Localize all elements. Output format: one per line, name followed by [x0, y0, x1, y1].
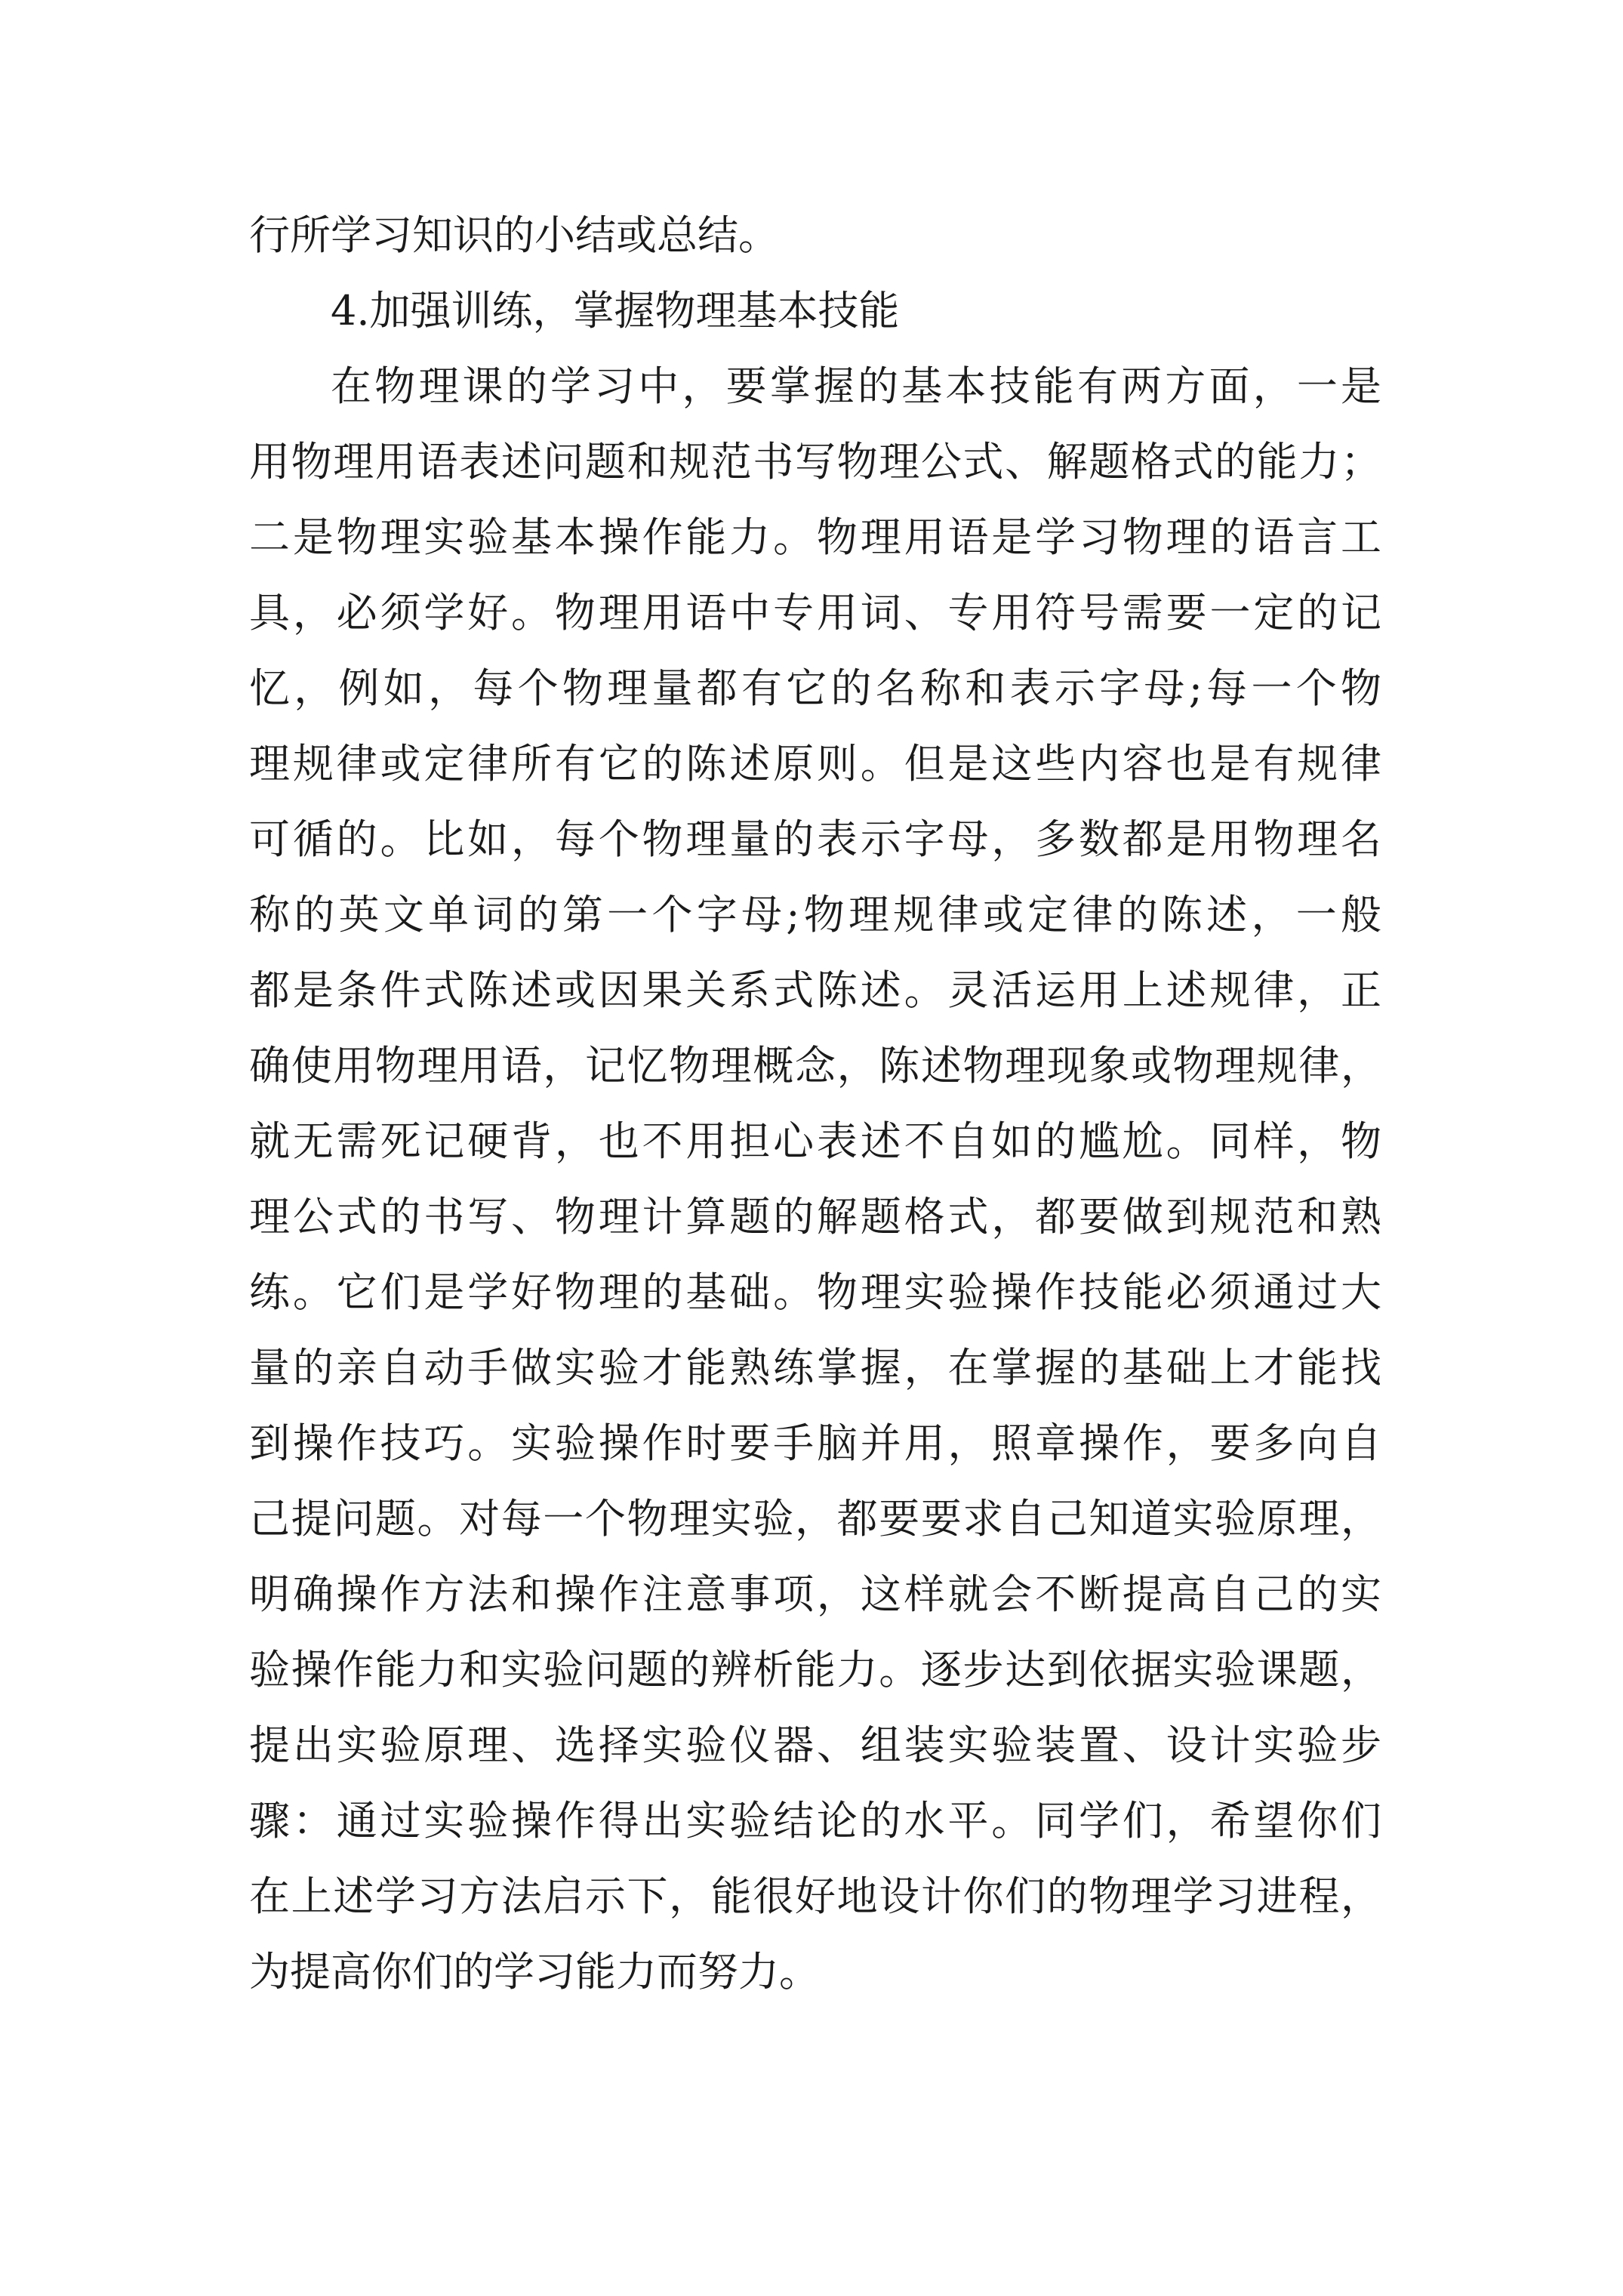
paragraph-line: 为提高你们的学习能力而努力。	[249, 1948, 820, 1996]
paragraph-line: 理公式的书写、物理计算题的解题格式，都要做到规范和熟	[249, 1193, 1381, 1240]
paragraph-line: 在上述学习方法启示下，能很好地设计你们的物理学习进程，	[249, 1872, 1381, 1920]
paragraph-line: 具，必须学好。物理用语中专用词、专用符号需要一定的记	[249, 589, 1381, 636]
paragraph-line: 量的亲自动手做实验才能熟练掌握，在掌握的基础上才能找	[249, 1344, 1381, 1391]
paragraph-line: 骤：通过实验操作得出实验结论的水平。同学们，希望你们	[249, 1797, 1381, 1845]
paragraph-line: 理规律或定律所有它的陈述原则。但是这些内容也是有规律	[249, 740, 1381, 787]
paragraph-line: 忆，例如，每个物理量都有它的名称和表示字母;每一个物	[249, 664, 1381, 712]
paragraph-line: 都是条件式陈述或因果关系式陈述。灵活运用上述规律，正	[249, 966, 1381, 1014]
paragraph-line: 称的英文单词的第一个字母;物理规律或定律的陈述，一般	[249, 891, 1381, 938]
paragraph-line: 练。它们是学好物理的基础。物理实验操作技能必须通过大	[249, 1268, 1381, 1316]
paragraph-line: 确使用物理用语，记忆物理概念，陈述物理现象或物理规律，	[249, 1042, 1381, 1089]
paragraph-line: 验操作能力和实验问题的辨析能力。逐步达到依据实验课题，	[249, 1646, 1381, 1693]
section-heading: 4.加强训练，掌握物理基本技能	[331, 287, 900, 334]
body-text	[249, 198, 1381, 2010]
paragraph-line: 二是物理实验基本操作能力。物理用语是学习物理的语言工	[249, 513, 1381, 561]
paragraph-line: 在物理课的学习中，要掌握的基本技能有两方面，一是	[331, 362, 1381, 410]
paragraph-line: 提出实验原理、选择实验仪器、组装实验装置、设计实验步	[249, 1721, 1381, 1769]
paragraph-line: 己提问题。对每一个物理实验，都要要求自己知道实验原理，	[249, 1495, 1381, 1542]
paragraph-line: 用物理用语表述问题和规范书写物理公式、解题格式的能力；	[249, 438, 1381, 485]
paragraph-line: 明确操作方法和操作注意事项，这样就会不断提高自己的实	[249, 1570, 1381, 1618]
paragraph-line: 行所学习知识的小结或总结。	[249, 211, 779, 259]
paragraph-line: 到操作技巧。实验操作时要手脑并用，照章操作，要多向自	[249, 1419, 1381, 1467]
paragraph-line: 就无需死记硬背，也不用担心表述不自如的尴尬。同样，物	[249, 1117, 1381, 1165]
paragraph-line: 可循的。比如，每个物理量的表示字母，多数都是用物理名	[249, 815, 1381, 863]
